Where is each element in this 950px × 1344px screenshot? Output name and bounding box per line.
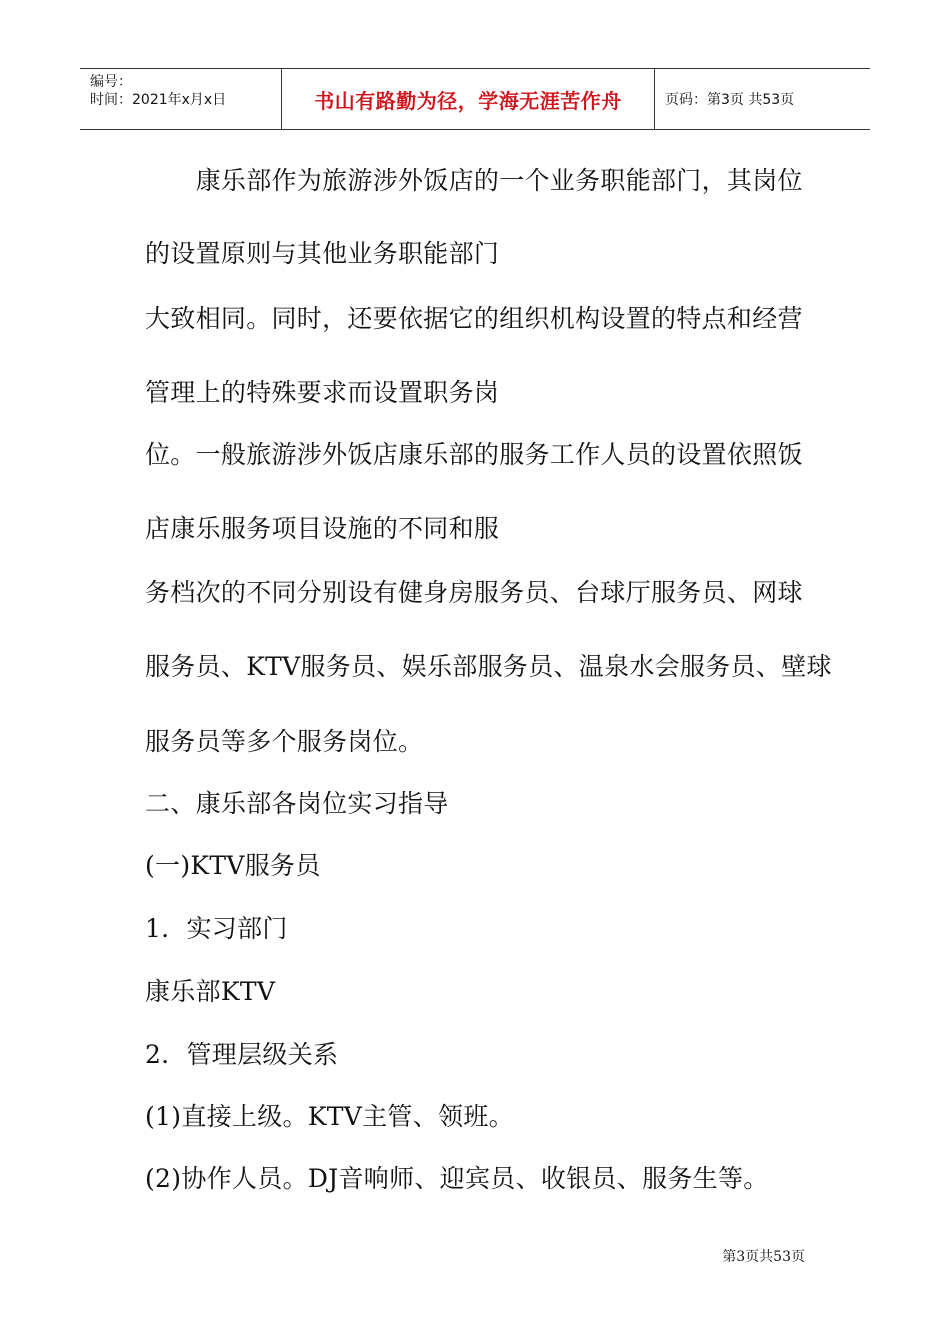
header-motto-cell bbox=[282, 69, 655, 129]
item-heading: 2．管理层级关系 bbox=[145, 1040, 339, 1069]
document-time-label: 时间：2021年x月x日 bbox=[90, 92, 227, 108]
body-line: 店康乐服务项目设施的不同和服 bbox=[145, 514, 500, 543]
body-line: (2)协作人员。DJ音响师、迎宾员、收银员、服务生等。 bbox=[145, 1164, 769, 1193]
header-page-number: 页码：第3页 共53页 bbox=[665, 92, 795, 108]
header-motto: 书山有路勤为径，学海无涯苦作舟 bbox=[314, 88, 622, 113]
body-line: 位。一般旅游涉外饭店康乐部的服务工作人员的设置依照饭 bbox=[145, 440, 803, 469]
body-line: 务档次的不同分别设有健身房服务员、台球厅服务员、网球 bbox=[145, 578, 803, 607]
header-meta-cell bbox=[80, 69, 282, 129]
header-page-cell bbox=[655, 69, 870, 129]
body-line: 康乐部KTV bbox=[145, 977, 276, 1006]
document-number-label: 编号： bbox=[90, 74, 132, 90]
body-line: 服务员等多个服务岗位。 bbox=[145, 727, 424, 756]
footer-page-number: 第3页共53页 bbox=[722, 1249, 805, 1265]
section-heading: 二、康乐部各岗位实习指导 bbox=[145, 789, 449, 818]
body-line: (1)直接上级。KTV主管、领班。 bbox=[145, 1102, 514, 1131]
body-line: 大致相同。同时，还要依据它的组织机构设置的特点和经营 bbox=[145, 304, 803, 333]
subsection-heading: (一)KTV服务员 bbox=[145, 851, 321, 880]
body-line: 管理上的特殊要求而设置职务岗 bbox=[145, 378, 500, 407]
body-line: 康乐部作为旅游涉外饭店的一个业务职能部门，其岗位 bbox=[145, 166, 803, 195]
body-line: 服务员、KTV服务员、娱乐部服务员、温泉水会服务员、壁球 bbox=[145, 652, 832, 681]
item-heading: 1．实习部门 bbox=[145, 914, 288, 943]
body-line: 的设置原则与其他业务职能部门 bbox=[145, 239, 500, 268]
document-header bbox=[80, 68, 870, 130]
